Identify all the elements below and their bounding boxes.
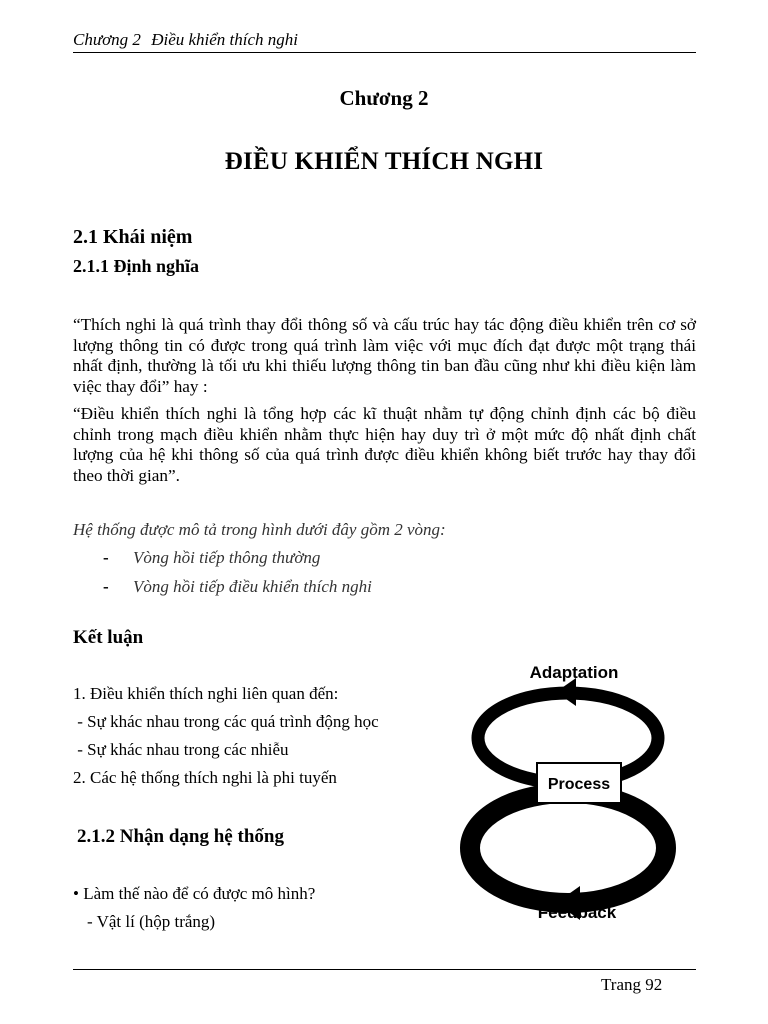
bullet-dash: - (103, 548, 109, 567)
footer-rule (73, 969, 696, 970)
list-item-text: Vòng hồi tiếp thông thường (133, 548, 321, 567)
running-header (73, 30, 298, 50)
bullet-dash: - (103, 577, 109, 596)
answer-line: - Vật lí (hộp trắng) (87, 912, 216, 931)
feedback-loop (470, 793, 666, 903)
conclusion-line: 1. Điều khiển thích nghi liên quan đến: (73, 684, 339, 703)
header-chapter-title: Điều khiển thích nghi (151, 30, 299, 49)
conclusion-heading: Kết luận (73, 627, 144, 648)
list-item-text: Vòng hồi tiếp điều khiển thích nghi (133, 577, 372, 596)
definition-paragraph-2: “Điều khiển thích nghi là tổng hợp các kĩ thuật nhằm tự động chỉnh định các bộ điều chỉnh trong mạch điều khiển nhằm thực hiện hay duy trì ở một mức độ nhất định chất lượng của hệ khi thông số của quá trình được điều khiển không biết trước hay thay đổi theo thời gian”. (73, 404, 696, 485)
chapter-label: Chương 2 (339, 86, 429, 110)
page-number: Trang 92 (601, 975, 663, 994)
adaptation-label: Adaptation (529, 663, 619, 682)
chapter-heading: ĐIỀU KHIỂN THÍCH NGHI (224, 148, 544, 175)
feedback-label: Feedback (537, 903, 617, 922)
list-item (103, 548, 320, 568)
definition-paragraph-1: “Thích nghi là quá trình thay đổi thông số và cấu trúc hay tác động điều khiển trên cơ sở lượng thông tin có được trong quá trình làm việc với mục đích đạt được một trạng thái nhất định, thường là tối ưu khi thiếu lượng thông tin ban đầu cũng như khi điều kiện làm việc thay đổi” hay : (73, 315, 696, 396)
arrow-left-icon (556, 678, 576, 706)
system-intro: Hệ thống được mô tả trong hình dưới đây gồm 2 vòng: (73, 520, 446, 539)
header-rule (73, 52, 696, 53)
section-heading-2-1-1: 2.1.1 Định nghĩa (73, 256, 200, 276)
header-chapter-ref: Chương 2 (73, 30, 141, 49)
conclusion-line: 2. Các hệ thống thích nghi là phi tuyến (73, 768, 337, 787)
section-heading-2-1: 2.1 Khái niệm (73, 226, 193, 248)
adaptive-loop-figure (460, 652, 700, 932)
question-line: • Làm thế nào để có được mô hình? (73, 884, 316, 903)
list-item (103, 577, 372, 597)
conclusion-line: - Sự khác nhau trong các quá trình động học (73, 712, 379, 731)
section-heading-2-1-2: 2.1.2 Nhận dạng hệ thống (77, 826, 284, 847)
process-label: Process (547, 776, 611, 793)
conclusion-line: - Sự khác nhau trong các nhiễu (73, 740, 289, 759)
